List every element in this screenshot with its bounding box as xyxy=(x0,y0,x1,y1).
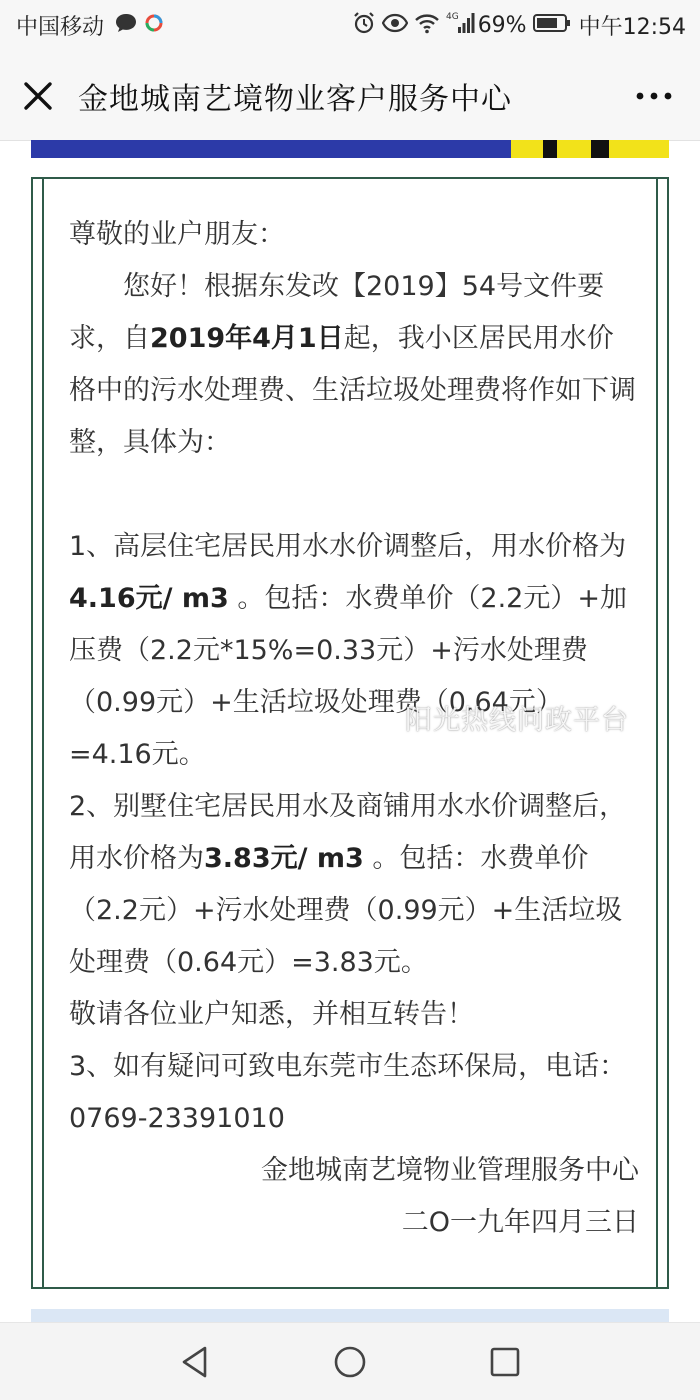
item-1-text-2: 。包括：水费单价（2.2元）+加压费（2.2元*15%=0.33元）+污水处理费（0.99元）+生活垃圾处理费（0.64元）=4.16元。 xyxy=(69,583,627,770)
title-bar xyxy=(0,48,700,141)
home-circle-icon xyxy=(327,1339,373,1385)
item-1-text-1: 1、高层住宅居民用水水价调整后，用水价格为 xyxy=(69,531,627,562)
status-right xyxy=(346,10,686,41)
eye-icon xyxy=(382,12,408,40)
effective-date: 2019年4月1日 xyxy=(150,323,344,354)
back-button[interactable] xyxy=(172,1339,218,1385)
intro-paragraph xyxy=(69,261,639,469)
close-icon xyxy=(16,74,60,118)
chat-bubble-icon xyxy=(114,12,138,40)
carrier-name: 中国移动 xyxy=(16,15,105,40)
home-button[interactable] xyxy=(327,1339,373,1385)
more-options-button[interactable] xyxy=(630,78,678,114)
item-1-price: 4.16元/ m3 xyxy=(69,583,229,614)
intro-text-2: 起，我小区居民用水价格中的污水处理费、生活垃圾处理费将作如下调整，具体为： xyxy=(69,323,636,458)
page-title: 金地城南艺境物业客户服务中心 xyxy=(78,82,512,117)
intro-text-1: 您好！根据东发改【2019】54号文件要求，自 xyxy=(69,271,605,354)
banner-blue-area xyxy=(31,140,511,158)
network-type: 4G xyxy=(445,11,459,22)
spacer xyxy=(69,469,639,521)
greeting: 尊敬的业户朋友： xyxy=(69,219,285,250)
back-triangle-icon xyxy=(172,1339,218,1385)
watermark-text: 阳光热线问政平台 xyxy=(405,705,629,736)
status-left xyxy=(16,10,164,41)
battery-icon xyxy=(533,13,571,39)
system-nav-bar xyxy=(0,1322,700,1400)
close-button[interactable] xyxy=(16,74,60,118)
item-2 xyxy=(69,781,639,989)
reminder: 敬请各位业户知悉，并相互转告！ xyxy=(69,999,474,1030)
cellular-signal-icon xyxy=(446,11,476,41)
item-3: 3、如有疑问可致电东莞市生态环保局，电话：0769-23391010 xyxy=(69,1051,627,1134)
clock-time: 中午12:54 xyxy=(578,15,686,40)
alarm-icon xyxy=(352,11,376,41)
battery-percent: 69% xyxy=(477,13,527,38)
recents-button[interactable] xyxy=(482,1339,528,1385)
item-2-price: 3.83元/ m3 xyxy=(204,843,364,874)
wifi-icon xyxy=(414,12,440,40)
more-dots-icon xyxy=(630,78,678,114)
item-2-text-1: 2、别墅住宅居民用水及商铺用水水价调整后，用水价格为 xyxy=(69,791,627,874)
banner-stripe xyxy=(591,140,609,158)
notice-date: 二O一九年四月三日 xyxy=(401,1207,639,1238)
item-2-text-2: 。包括：水费单价（2.2元）+污水处理费（0.99元）+生活垃圾处理费（0.64元）=3.83元。 xyxy=(69,843,623,978)
status-bar xyxy=(0,0,700,48)
banner-stripe xyxy=(543,140,557,158)
recents-square-icon xyxy=(482,1339,528,1385)
item-1 xyxy=(69,521,639,781)
app-ring-icon xyxy=(144,13,164,39)
banner-image xyxy=(31,140,669,158)
signature: 金地城南艺境物业管理服务中心 xyxy=(261,1155,639,1186)
